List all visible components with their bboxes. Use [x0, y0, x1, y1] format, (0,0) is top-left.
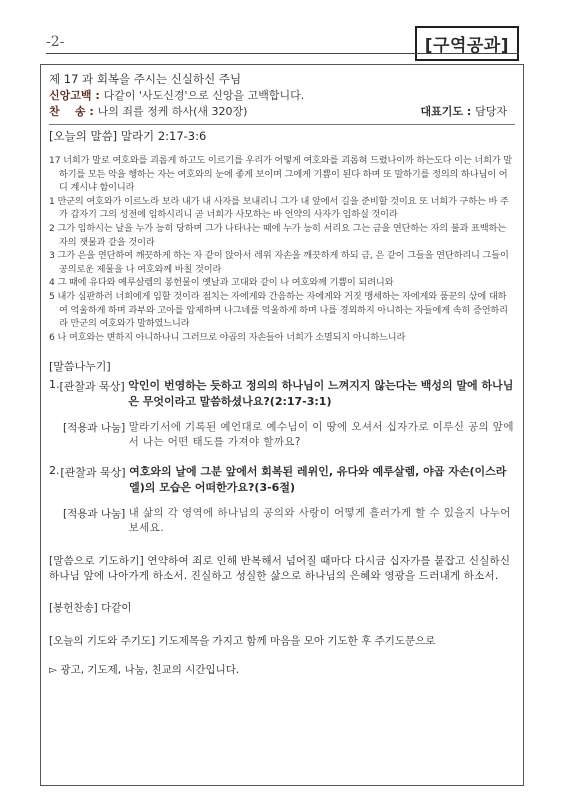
lords-prayer-text: 기도제목을 가지고 함께 마음을 모아 기도한 후 주기도문으로 — [158, 635, 436, 648]
closing-prayer-tag: [말씀으로 기도하기] — [49, 555, 148, 568]
question-1 — [49, 378, 515, 450]
application-row — [63, 506, 515, 536]
section-label: [구역공과] — [415, 26, 519, 61]
hymn-text: 나의 죄를 정케 하사(새 320장) — [97, 105, 248, 118]
closing-prayer — [49, 554, 515, 584]
question-1-row — [49, 378, 515, 410]
verse-2-17: 17 너희가 말로 여호와를 괴롭게 하고도 이르기를 우리가 어떻게 여호와를 괴롭혀 드렸나이까 하는도다 이는 너희가 말하기를 모든 악을 행하는 자는 여호와의 눈에 좋게 보이며 그에게 기쁨이 된다 하며 또 말하기를 정의의 하나님이 어디 계시냐 함이니라 — [49, 155, 513, 194]
prayer-text: 담당자 — [475, 105, 507, 118]
hymn-label: 찬 송 : — [49, 105, 98, 118]
lesson-content — [49, 71, 515, 677]
observation-tag: [관찰과 묵상] — [59, 380, 129, 394]
verse-3-4: 4 그 때에 유다와 예루살렘의 봉헌물이 옛날과 고대와 같이 나 여호와께 기쁨이 되려니와 — [49, 277, 394, 289]
representative-prayer — [421, 104, 507, 120]
creed-row — [49, 88, 515, 104]
lords-prayer-tag: [오늘의 기도와 주기도] — [49, 635, 159, 648]
question-number: 2. — [49, 464, 60, 478]
application-tag: [적용과 나눔] — [63, 422, 129, 435]
discussion-title: [말씀나누기] — [49, 360, 111, 374]
lords-prayer — [49, 633, 515, 648]
lesson-frame — [40, 64, 524, 786]
divider — [49, 124, 515, 125]
application-text: 말라기서에 기록된 예언대로 예수님이 이 땅에 오셔서 십자가로 이루신 공의 앞에서 나는 어떤 태도를 가져야 할까요? — [128, 421, 514, 449]
verse-3-3: 3 그가 은을 연단하여 깨끗하게 하는 자 같이 앉아서 레위 자손을 깨끗하게 하되 금, 은 같이 그들을 연단하리니 그들이 공의로운 제물을 나 여호와께 바칠 것이라 — [49, 250, 509, 275]
question-2-row — [49, 464, 515, 496]
observation-tag: [관찰과 묵상] — [60, 466, 130, 480]
arrow-icon: ▻ — [49, 664, 61, 677]
creed-text: 다같이 '사도신경'으로 신앙을 고백합니다. — [103, 89, 305, 102]
verse-3-6: 6 나 여호와는 변하지 아니하나니 그러므로 야곱의 자손들아 너희가 소멸되지 아니하느니라 — [49, 331, 406, 343]
application-tag: [적용과 나눔] — [63, 508, 129, 521]
offering-hymn-tag: [봉헌찬송] — [49, 602, 102, 615]
header-divider — [46, 53, 519, 54]
scripture-label: [오늘의 말씀] — [49, 129, 121, 143]
application-row — [63, 420, 515, 450]
application-text: 내 삶의 각 영역에 하나님의 공의와 사랑이 어떻게 흘러가게 할 수 있을지 나누어 보세요. — [128, 507, 511, 535]
offering-hymn-text: 다같이 — [101, 602, 132, 615]
question-2 — [49, 464, 515, 536]
question-text: 악인이 번영하는 듯하고 정의의 하나님이 느껴지지 않는다는 백성의 말에 하나님은 무엇이라고 말씀하셨나요?(2:17-3:1) — [128, 379, 514, 409]
verse-3-2: 2 그가 임하시는 날을 누가 능히 당하며 그가 나타나는 때에 누가 능히 서리요 그는 금을 연단하는 자의 불과 표백하는 자의 잿물과 같을 것이라 — [49, 222, 506, 248]
notice-text: 광고, 기도제, 나눔, 친교의 시간입니다. — [60, 664, 240, 677]
hymn-row — [49, 104, 515, 120]
verse-list — [49, 154, 515, 344]
scripture-ref: 말라기 2:17-3:6 — [120, 129, 207, 143]
offering-hymn — [49, 600, 515, 615]
creed-label: 신앙고백 : — [49, 89, 104, 102]
closing-prayer-text: 연약하여 죄로 인해 반복해서 넘어질 때마다 다시금 십자가를 붙잡고 신실하신 하나님 앞에 나아가게 하소서. 진실하고 성실한 삶으로 하나님의 은혜와 영광을 드러내게 하소서. — [49, 555, 511, 583]
lesson-title: 제 17 과 회복을 주시는 신실하신 주님 — [49, 72, 242, 86]
verse-3-1: 1 만군의 여호와가 이르노라 보라 내가 내 사자를 보내리니 그가 내 앞에서 길을 준비할 것이요 또 너희가 구하는 바 주가 갑자기 그의 성전에 임하시리니 곧 너희가 사모하는 바 언약의 사자가 임하실 것이라 — [49, 195, 509, 221]
notice — [49, 662, 515, 677]
page-number: -2- — [46, 34, 65, 50]
question-text: 여호와의 날에 그분 앞에서 회복된 레위인, 유다와 예루살렘, 야곱 자손(이스라엘)의 모습은 어떠한가요?(3-6절) — [129, 465, 507, 495]
verse-3-5: 5 내가 심판하러 너희에게 임할 것이라 점치는 자에게와 간음하는 자에게와 거짓 맹세하는 자에게와 품꾼의 삯에 대하여 억울하게 하며 과부와 고아를 압제하며 나그네를 억울하게 하며 나를 경외하지 아니하는 자들에게 속히 증언하리라 만군의 여호와가 말하였느니라 — [49, 290, 508, 330]
question-number: 1. — [49, 378, 60, 392]
scripture-heading — [49, 128, 515, 144]
prayer-label: 대표기도 : — [420, 105, 476, 118]
